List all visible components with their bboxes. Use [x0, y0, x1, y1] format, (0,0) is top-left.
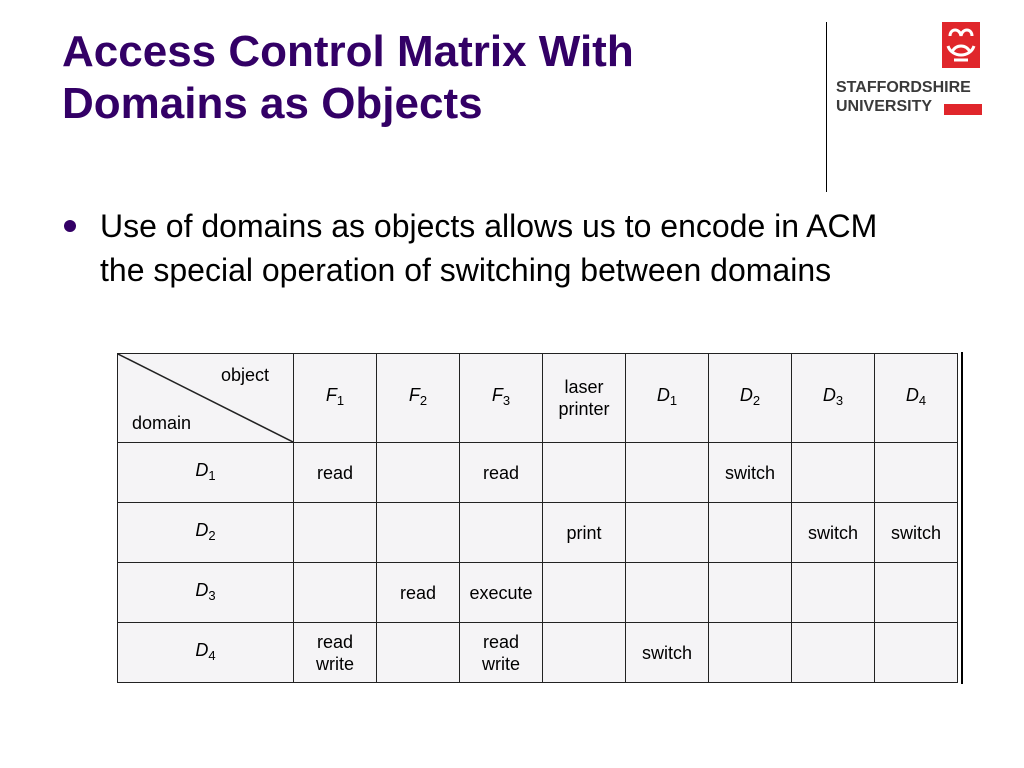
- col-base: F: [491, 385, 503, 405]
- slide-title: [62, 26, 802, 130]
- column-header-d1: [626, 354, 709, 443]
- matrix-cell: [626, 623, 709, 683]
- matrix-cell: [294, 503, 377, 563]
- row-header-cell: [118, 563, 294, 623]
- col-sub: 1: [336, 393, 345, 408]
- col-base: D: [739, 385, 753, 405]
- matrix-cell: [543, 563, 626, 623]
- header-divider: [826, 22, 827, 192]
- col-sub: 3: [502, 393, 511, 408]
- matrix-cell: [543, 623, 626, 683]
- cell-text-line: switch: [807, 522, 858, 543]
- matrix-cell: [626, 503, 709, 563]
- matrix-cell: [626, 563, 709, 623]
- column-header-f3: [460, 354, 543, 443]
- matrix-cell: [875, 443, 958, 503]
- col-sub: 1: [669, 393, 678, 408]
- col-line-2: printer: [558, 399, 610, 419]
- column-header-d4: [875, 354, 958, 443]
- matrix-cell: [294, 623, 377, 683]
- col-sub: 2: [752, 393, 761, 408]
- bullet-text: Use of domains as objects allows us to encode in ACM the special operation of switching between domains: [100, 208, 878, 288]
- cell-text-line: execute: [469, 582, 533, 603]
- matrix-cell: [626, 443, 709, 503]
- matrix-header-row: [118, 354, 958, 443]
- row-base: D: [195, 639, 209, 660]
- table-right-edge: [961, 352, 963, 684]
- matrix-cell: [460, 443, 543, 503]
- matrix-cell: [543, 443, 626, 503]
- matrix-cell: [377, 503, 460, 563]
- cell-text-line: read: [316, 462, 354, 483]
- matrix-cell: [460, 623, 543, 683]
- corner-object-label: object: [220, 365, 269, 385]
- cell-text-line: switch: [724, 462, 775, 483]
- matrix-cell: [543, 503, 626, 563]
- bullet-dot-icon: [64, 220, 76, 232]
- col-sub: 3: [835, 393, 844, 408]
- cell-text-line: write: [315, 653, 354, 674]
- row-base: D: [195, 519, 209, 540]
- matrix-cell: [875, 623, 958, 683]
- row-header-cell: [118, 503, 294, 563]
- matrix-cell: [709, 443, 792, 503]
- logo-text-line-2: UNIVERSITY: [836, 98, 933, 115]
- matrix-cell: [460, 563, 543, 623]
- matrix-cell: [792, 563, 875, 623]
- row-sub: 4: [208, 647, 216, 663]
- col-sub: 4: [918, 393, 927, 408]
- cell-text-line: write: [481, 653, 520, 674]
- cell-text-line: read: [482, 631, 520, 652]
- matrix-cell: [875, 503, 958, 563]
- col-base: F: [325, 385, 337, 405]
- matrix-row: [118, 623, 958, 683]
- university-logo: [836, 22, 986, 122]
- logo-red-bar: [944, 104, 982, 115]
- col-base: D: [656, 385, 670, 405]
- matrix-row: [118, 503, 958, 563]
- row-header-cell: [118, 443, 294, 503]
- matrix-cell: [792, 623, 875, 683]
- column-header-f2: [377, 354, 460, 443]
- column-header-laser-printer: [543, 354, 626, 443]
- staffordshire-knot-icon: [942, 22, 980, 68]
- row-sub: 3: [208, 587, 216, 603]
- slide-title-line-2: Domains as Objects: [62, 79, 483, 128]
- column-header-d3: [792, 354, 875, 443]
- cell-text-line: read: [316, 631, 354, 652]
- matrix-cell: [875, 563, 958, 623]
- row-sub: 1: [208, 467, 216, 483]
- matrix-row: [118, 443, 958, 503]
- row-base: D: [195, 579, 209, 600]
- access-control-matrix: [117, 353, 958, 683]
- matrix-row: [118, 563, 958, 623]
- logo-text-line-1: STAFFORDSHIRE: [836, 79, 971, 96]
- cell-text-line: print: [566, 522, 602, 543]
- matrix-cell: [294, 443, 377, 503]
- cell-text-line: read: [482, 462, 520, 483]
- row-header-cell: [118, 623, 294, 683]
- slide-title-line-1: Access Control Matrix With: [62, 27, 634, 76]
- matrix-cell: [460, 503, 543, 563]
- corner-domain-label: domain: [132, 413, 192, 433]
- column-header-f1: [294, 354, 377, 443]
- col-base: D: [822, 385, 836, 405]
- matrix-cell: [792, 443, 875, 503]
- col-sub: 2: [419, 393, 428, 408]
- cell-text-line: switch: [641, 642, 692, 663]
- cell-text-line: read: [399, 582, 437, 603]
- matrix-corner-cell: [118, 354, 294, 443]
- matrix-cell: [294, 563, 377, 623]
- column-header-d2: [709, 354, 792, 443]
- cell-text-line: switch: [890, 522, 941, 543]
- matrix-cell: [377, 563, 460, 623]
- row-base: D: [195, 459, 209, 480]
- matrix-cell: [709, 563, 792, 623]
- matrix-cell: [377, 443, 460, 503]
- matrix-cell: [792, 503, 875, 563]
- col-base: F: [408, 385, 420, 405]
- matrix-cell: [709, 503, 792, 563]
- matrix-cell: [709, 623, 792, 683]
- col-line-1: laser: [564, 377, 604, 397]
- matrix-cell: [377, 623, 460, 683]
- row-sub: 2: [208, 527, 216, 543]
- col-base: D: [905, 385, 919, 405]
